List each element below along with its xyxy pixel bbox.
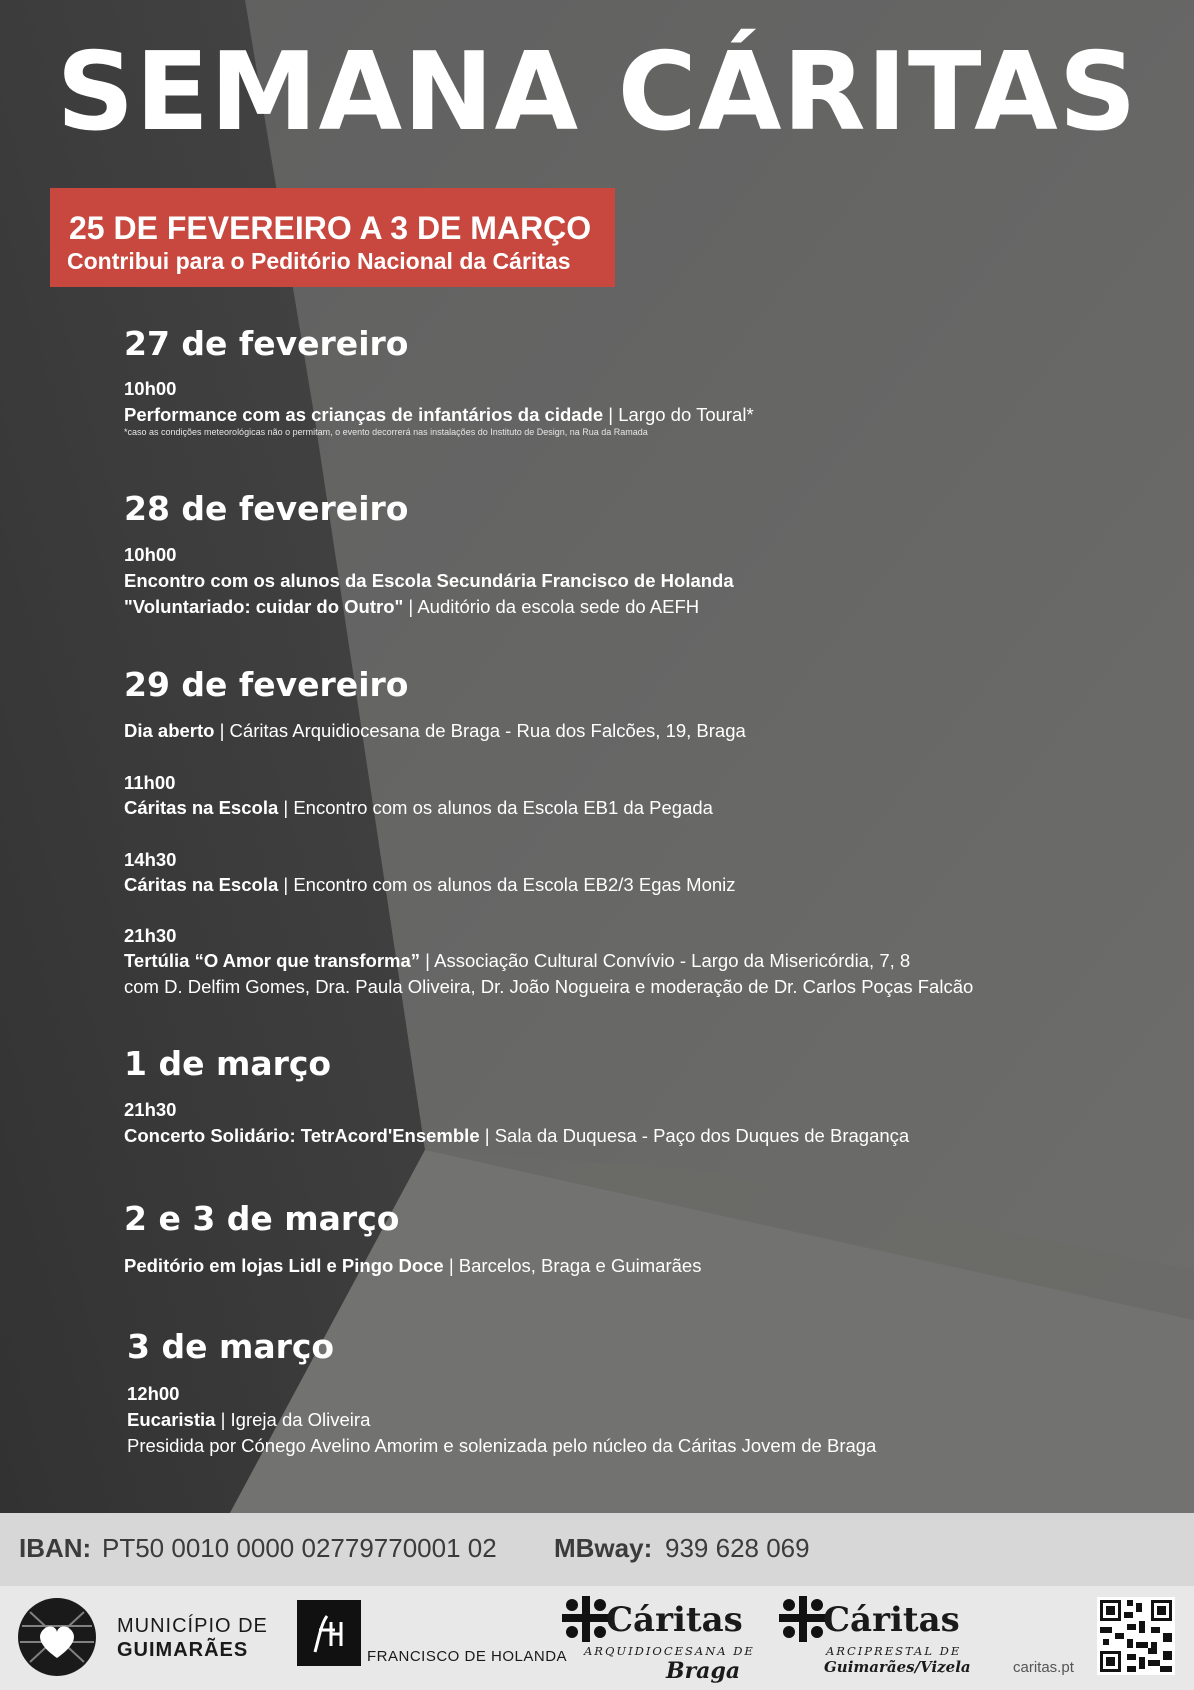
event-title: Eucaristia <box>127 1409 216 1430</box>
event-extra: com D. Delfim Gomes, Dra. Paula Oliveira, Dr. João Nogueira e moderação de Dr. Carlos Poças Falcão <box>124 976 974 997</box>
event-time: 12h00 <box>127 1383 180 1404</box>
website-link[interactable]: caritas.pt <box>1013 1659 1074 1676</box>
event-time: 21h30 <box>124 1099 177 1120</box>
event-line <box>127 1409 370 1431</box>
event-place: | Encontro com os alunos da Escola EB2/3 Egas Moniz <box>278 874 736 895</box>
caritas-guimaraes-sub: ARCIPRESTAL DE <box>826 1644 962 1658</box>
event-place: | Igreja da Oliveira <box>215 1409 371 1430</box>
event-line <box>124 1255 701 1277</box>
iban-label: IBAN: <box>19 1533 92 1563</box>
iban-value: PT50 0010 0000 02779770001 02 <box>102 1533 497 1563</box>
event-title: Concerto Solidário: TetrAcord'Ensemble <box>124 1125 480 1146</box>
municipio-text <box>117 1614 268 1662</box>
event-title: Peditório em lojas Lidl e Pingo Doce <box>124 1255 444 1276</box>
event-line <box>124 950 910 972</box>
caritas-braga-title: Cáritas <box>606 1600 743 1640</box>
event-title: Performance com as crianças de infantários da cidade <box>124 404 604 425</box>
caritas-braga-city: Braga <box>666 1658 741 1684</box>
donation-bar <box>0 1513 1194 1586</box>
event-title: Encontro com os alunos da Escola Secundária Francisco de Holanda <box>124 570 734 591</box>
day-heading: 3 de março <box>127 1327 335 1366</box>
event-time: 11h00 <box>124 772 176 793</box>
fh-name: FRANCISCO DE HOLANDA <box>367 1648 568 1665</box>
mbway-label: MBway: <box>554 1533 653 1563</box>
event-extra: Presidida por Cónego Avelino Amorim e solenizada pelo núcleo da Cáritas Jovem de Braga <box>127 1435 877 1456</box>
event-line <box>124 874 736 896</box>
day-heading: 27 de fevereiro <box>124 324 409 363</box>
event-line <box>124 570 734 592</box>
date-banner <box>50 188 615 287</box>
sponsor-footer <box>0 1586 1194 1690</box>
event-place: | Largo do Toural* <box>603 404 754 425</box>
poster-title: SEMANA CÁRITAS <box>56 30 1138 155</box>
event-note: *caso as condições meteorológicas não o permitam, o evento decorrerá nas instalações do Instituto de Design, na Rua da Ramada <box>124 427 648 437</box>
event-line <box>124 797 713 819</box>
event-time: 21h30 <box>124 925 177 946</box>
event-title: Tertúlia “O Amor que transforma” <box>124 950 421 971</box>
qr-code-icon <box>1097 1597 1175 1675</box>
caritas-cross-icon <box>562 1596 610 1642</box>
event-line <box>124 1125 909 1147</box>
day-heading: 29 de fevereiro <box>124 665 409 704</box>
event-time: 14h30 <box>124 849 177 870</box>
event-title: Cáritas na Escola <box>124 797 279 818</box>
municipio-line2: GUIMARÃES <box>117 1639 249 1661</box>
caritas-braga-sub: ARQUIDIOCESANA DE <box>584 1644 755 1658</box>
banner-subtitle: Contribui para o Peditório Nacional da Cáritas <box>67 248 571 274</box>
event-place: | Associação Cultural Convívio - Largo da Misericórdia, 7, 8 <box>420 950 911 971</box>
day-heading: 2 e 3 de março <box>124 1199 400 1238</box>
day-heading: 1 de março <box>124 1044 332 1083</box>
event-line <box>124 404 754 426</box>
event-place: | Barcelos, Braga e Guimarães <box>443 1255 702 1276</box>
event-title: Cáritas na Escola <box>124 874 279 895</box>
event-time: 10h00 <box>124 378 177 399</box>
banner-dates: 25 DE FEVEREIRO A 3 DE MARÇO <box>69 210 592 246</box>
event-place: | Cáritas Arquidiocesana de Braga - Rua dos Falcões, 19, Braga <box>214 720 746 741</box>
event-place: | Auditório da escola sede do AEFH <box>403 596 700 617</box>
event-time: 10h00 <box>124 544 177 565</box>
caritas-guimaraes-title: Cáritas <box>823 1600 960 1640</box>
fh-logo-icon <box>297 1600 361 1666</box>
event-place: | Encontro com os alunos da Escola EB1 da Pegada <box>278 797 713 818</box>
day-heading: 28 de fevereiro <box>124 489 409 528</box>
event-line <box>124 720 746 742</box>
caritas-guimaraes-city: Guimarães/Vizela <box>824 1658 971 1676</box>
event-title: Dia aberto <box>124 720 215 741</box>
mbway-value: 939 628 069 <box>665 1533 810 1563</box>
event-line <box>124 596 699 618</box>
event-title: "Voluntariado: cuidar do Outro" <box>124 596 404 617</box>
event-place: | Sala da Duquesa - Paço dos Duques de Bragança <box>479 1125 910 1146</box>
caritas-cross-icon <box>779 1596 827 1642</box>
municipio-logo-icon <box>16 1596 98 1678</box>
municipio-line1: MUNICÍPIO DE <box>117 1615 268 1637</box>
